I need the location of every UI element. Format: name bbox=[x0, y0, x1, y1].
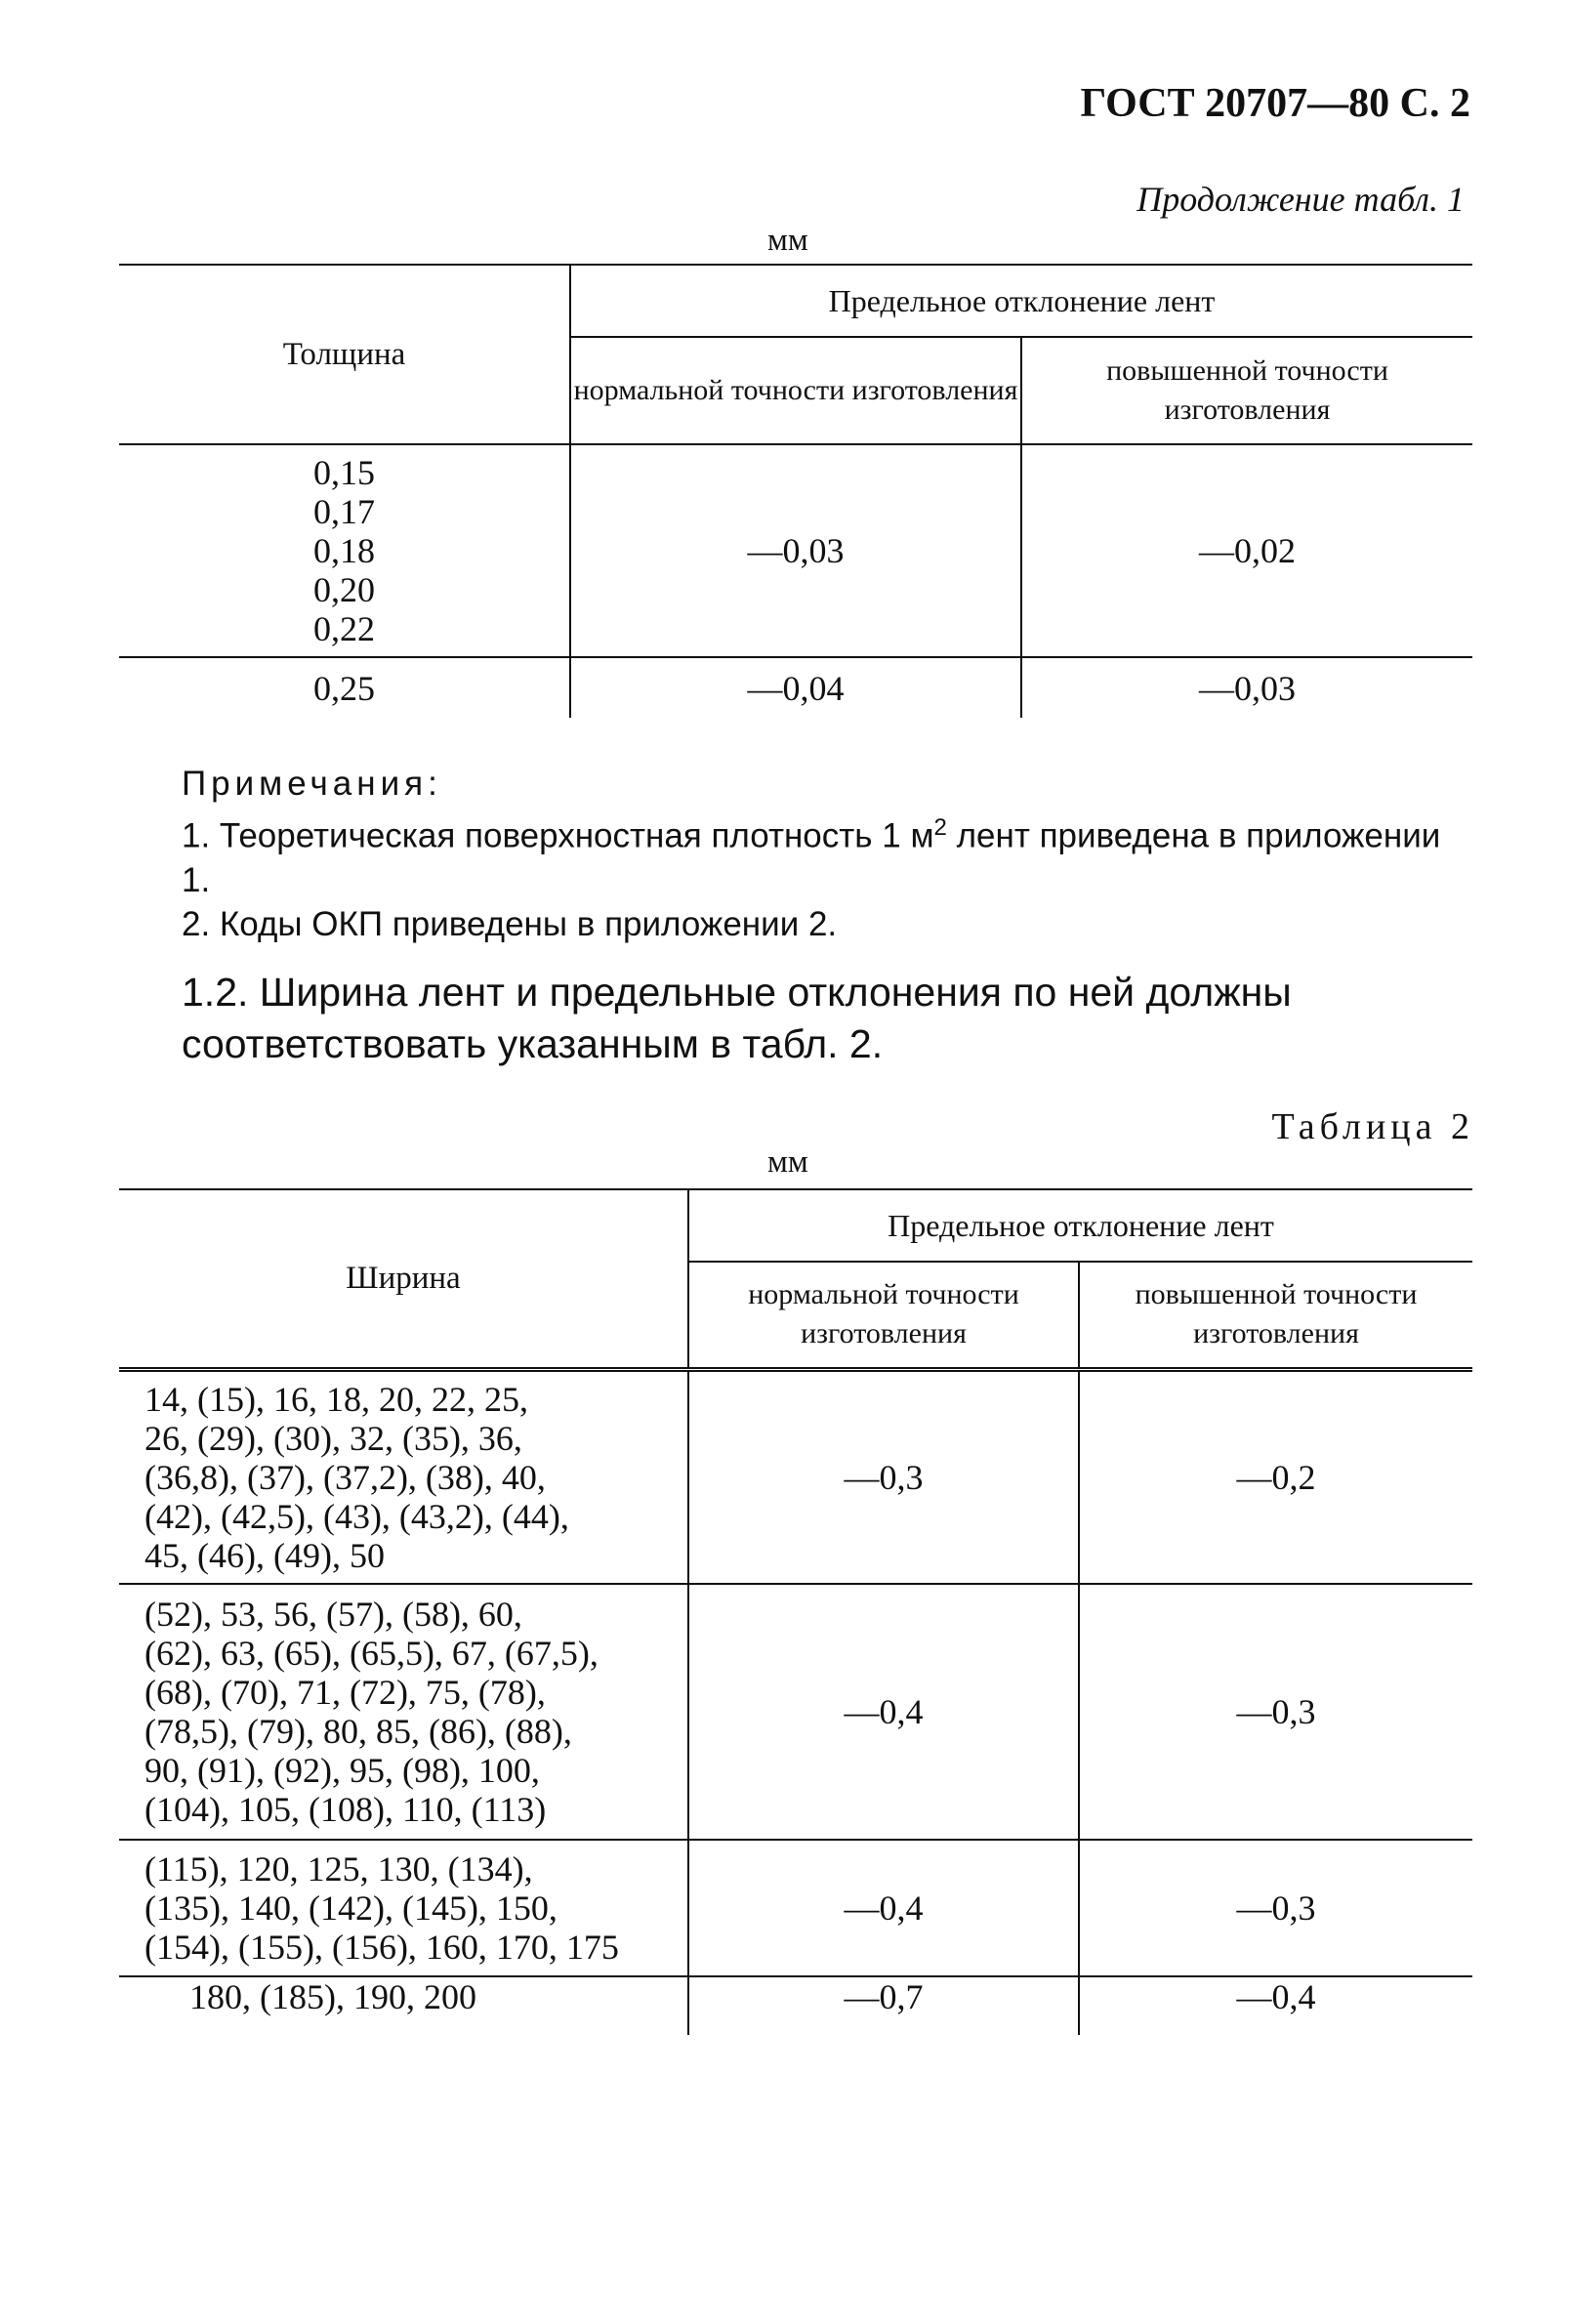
table-continuation-label: Продолжение табл. 1 bbox=[1136, 180, 1465, 219]
col-header-width: Ширина bbox=[119, 1189, 688, 1369]
table-cell-high: —0,4 bbox=[1079, 1976, 1472, 2035]
thickness-value: 0,17 bbox=[313, 492, 375, 531]
notes-title: Примечания: bbox=[182, 765, 442, 803]
thickness-value: 0,15 bbox=[313, 453, 375, 492]
widths-line: 180, (185), 190, 200 bbox=[189, 1977, 476, 2016]
note-1-superscript: 2 bbox=[933, 814, 947, 841]
page-header-code: ГОСТ 20707—80 С. 2 bbox=[1080, 81, 1470, 126]
note-2: 2. Коды ОКП приведены в приложении 2. bbox=[182, 904, 838, 943]
table-cell-high: —0,3 bbox=[1079, 1584, 1472, 1840]
widths-line: 90, (91), (92), 95, (98), 100, bbox=[145, 1751, 540, 1790]
table-cell-normal: —0,7 bbox=[688, 1976, 1079, 2035]
widths-line: 14, (15), 16, 18, 20, 22, 25, bbox=[145, 1379, 528, 1419]
table-cell-thickness: 0,25 bbox=[119, 657, 570, 718]
widths-line: (36,8), (37), (37,2), (38), 40, bbox=[145, 1457, 546, 1497]
widths-line: (135), 140, (142), (145), 150, bbox=[145, 1888, 558, 1928]
widths-line: (42), (42,5), (43), (43,2), (44), bbox=[145, 1496, 569, 1536]
clause-1-2 bbox=[182, 967, 1472, 1070]
table-cell-widths bbox=[119, 1369, 688, 1584]
notes-block bbox=[182, 762, 1472, 946]
thickness-value: 0,18 bbox=[313, 531, 375, 570]
table-cell-widths bbox=[119, 1584, 688, 1840]
clause-1-2-text: 1.2. Ширина лент и предельные отклонения по ней должны соответствовать указанным в табл. 2. bbox=[182, 970, 1292, 1066]
widths-line: (62), 63, (65), (65,5), 67, (67,5), bbox=[145, 1634, 599, 1673]
widths-line: (52), 53, 56, (57), (58), 60, bbox=[145, 1595, 522, 1634]
note-1 bbox=[182, 806, 1472, 902]
table-cell-high: —0,02 bbox=[1021, 444, 1472, 657]
col-header-thickness: Толщина bbox=[119, 265, 570, 444]
note-1-text-end: лент приведена в приложении 1. bbox=[182, 816, 1441, 899]
thickness-value: 0,22 bbox=[313, 609, 375, 648]
table-cell-normal: —0,4 bbox=[688, 1584, 1079, 1840]
table-cell-thickness bbox=[119, 444, 570, 657]
widths-line: 45, (46), (49), 50 bbox=[145, 1535, 385, 1575]
table-cell-widths bbox=[119, 1976, 688, 2035]
table-cell-normal: —0,4 bbox=[688, 1840, 1079, 1976]
widths-line: 26, (29), (30), 32, (35), 36, bbox=[145, 1418, 522, 1458]
table-cell-normal: —0,04 bbox=[570, 657, 1021, 718]
group-header-deviation: Предельное отклонение лент bbox=[688, 1189, 1472, 1262]
table-cell-high: —0,03 bbox=[1021, 657, 1472, 718]
table-cell-high: —0,3 bbox=[1079, 1840, 1472, 1976]
width-deviation-table bbox=[119, 1188, 1472, 2035]
table2-caption: Таблица 2 bbox=[1271, 1106, 1474, 1147]
widths-line: (154), (155), (156), 160, 170, 175 bbox=[145, 1928, 619, 1967]
col-header-normal-precision: нормальной точности изготовления bbox=[570, 337, 1021, 444]
table-cell-widths bbox=[119, 1840, 688, 1976]
col-header-high-precision: повышенной точности изготовления bbox=[1021, 337, 1472, 444]
table1-unit: мм bbox=[767, 223, 808, 258]
table-cell-normal: —0,03 bbox=[570, 444, 1021, 657]
note-1-text-start: 1. Теоретическая поверхностная плотность 1 м bbox=[182, 816, 934, 855]
col-header-high-precision: повышенной точности изготовления bbox=[1079, 1262, 1472, 1369]
group-header-deviation: Предельное отклонение лент bbox=[570, 265, 1472, 337]
table-cell-high: —0,2 bbox=[1079, 1369, 1472, 1584]
widths-line: (78,5), (79), 80, 85, (86), (88), bbox=[145, 1712, 572, 1751]
table-cell-normal: —0,3 bbox=[688, 1369, 1079, 1584]
thickness-deviation-table bbox=[119, 264, 1472, 718]
widths-line: (104), 105, (108), 110, (113) bbox=[145, 1790, 547, 1829]
widths-line: (115), 120, 125, 130, (134), bbox=[145, 1849, 533, 1888]
col-header-normal-precision: нормальной точности изготовления bbox=[688, 1262, 1079, 1369]
table2-unit: мм bbox=[767, 1144, 808, 1180]
widths-line: (68), (70), 71, (72), 75, (78), bbox=[145, 1673, 546, 1712]
thickness-value: 0,20 bbox=[313, 570, 375, 609]
